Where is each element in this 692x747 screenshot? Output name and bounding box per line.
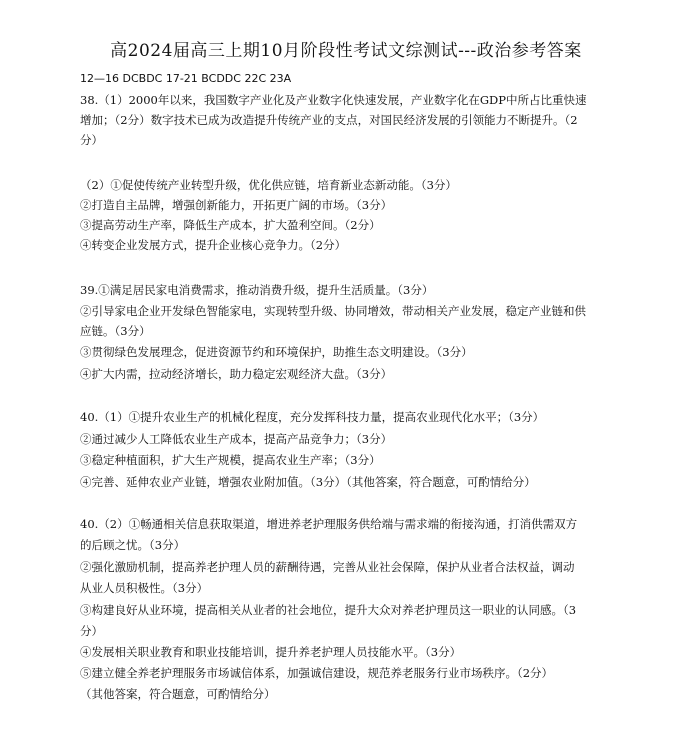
q40b-line: 分） <box>80 624 103 638</box>
q38-line: ②打造自主品牌，增强创新能力，开拓更广阔的市场。（3分） <box>80 198 393 212</box>
q40b-line: 从业人员积极性。（3分） <box>80 581 209 595</box>
choice-answers: 12—16 DCBDC 17-21 BCDDC 22C 23A <box>80 72 292 85</box>
q38-line: 38.（1）2000年以来，我国数字产业化及产业数字化快速发展，产业数字化在GDP中所占比重快速 <box>80 93 587 107</box>
q38-line: ③提高劳动生产率，降低生产成本，扩大盈利空间。（2分） <box>80 218 381 232</box>
document-title: 高2024届高三上期10月阶段性考试文综测试---政治参考答案 <box>110 41 582 61</box>
q40a-line: ④完善、延伸农业产业链，增强农业附加值。（3分）（其他答案，符合题意，可酌情给分） <box>80 475 536 489</box>
q39-line: ②引导家电企业开发绿色智能家电，实现转型升级、协同增效，带动相关产业发展，稳定产业链和供 <box>80 304 586 318</box>
q40b-line: （其他答案，符合题意，可酌情给分） <box>80 687 276 701</box>
q40b-line: ④发展相关职业教育和职业技能培训，提升养老护理人员技能水平。（3分） <box>80 645 462 659</box>
q38-line: 增加；（2分）数字技术已成为改造提升传统产业的支点，对国民经济发展的引领能力不断提升。（2 <box>80 113 578 127</box>
q38-line: （2）①促使传统产业转型升级，优化供应链，培育新业态新动能。（3分） <box>80 178 457 192</box>
q40b-line: ⑤建立健全养老护理服务市场诚信体系，加强诚信建设，规范养老服务行业市场秩序。（2分） <box>80 666 554 680</box>
q39-line: 应链。（3分） <box>80 324 151 338</box>
q38-line: 分） <box>80 133 103 147</box>
q40a-line: 40.（1）①提升农业生产的机械化程度，充分发挥科技力量，提高农业现代化水平；（3分） <box>80 410 545 424</box>
q40a-line: ③稳定种植面积，扩大生产规模，提高农业生产率；（3分） <box>80 453 381 467</box>
q38-line: ④转变企业发展方式，提升企业核心竞争力。（2分） <box>80 238 347 252</box>
q40b-line: ②强化激励机制，提高养老护理人员的薪酬待遇，完善从业社会保障，保护从业者合法权益，调动 <box>80 560 575 574</box>
q40b-line: ③构建良好从业环境，提高相关从业者的社会地位，提升大众对养老护理员这一职业的认同感。（3 <box>80 603 577 617</box>
q40b-line: 40.（2）①畅通相关信息获取渠道，增进养老护理服务供给端与需求端的衔接沟通，打消供需双方 <box>80 517 578 531</box>
q40a-line: ②通过减少人工降低农业生产成本，提高产品竞争力；（3分） <box>80 432 393 446</box>
q39-line: 39.①满足居民家电消费需求，推动消费升级，提升生活质量。（3分） <box>80 283 434 297</box>
q39-line: ④扩大内需，拉动经济增长，助力稳定宏观经济大盘。（3分） <box>80 367 393 381</box>
q40b-line: 的后顾之忧。（3分） <box>80 538 186 552</box>
q39-line: ③贯彻绿色发展理念，促进资源节约和环境保护，助推生态文明建设。（3分） <box>80 345 473 359</box>
